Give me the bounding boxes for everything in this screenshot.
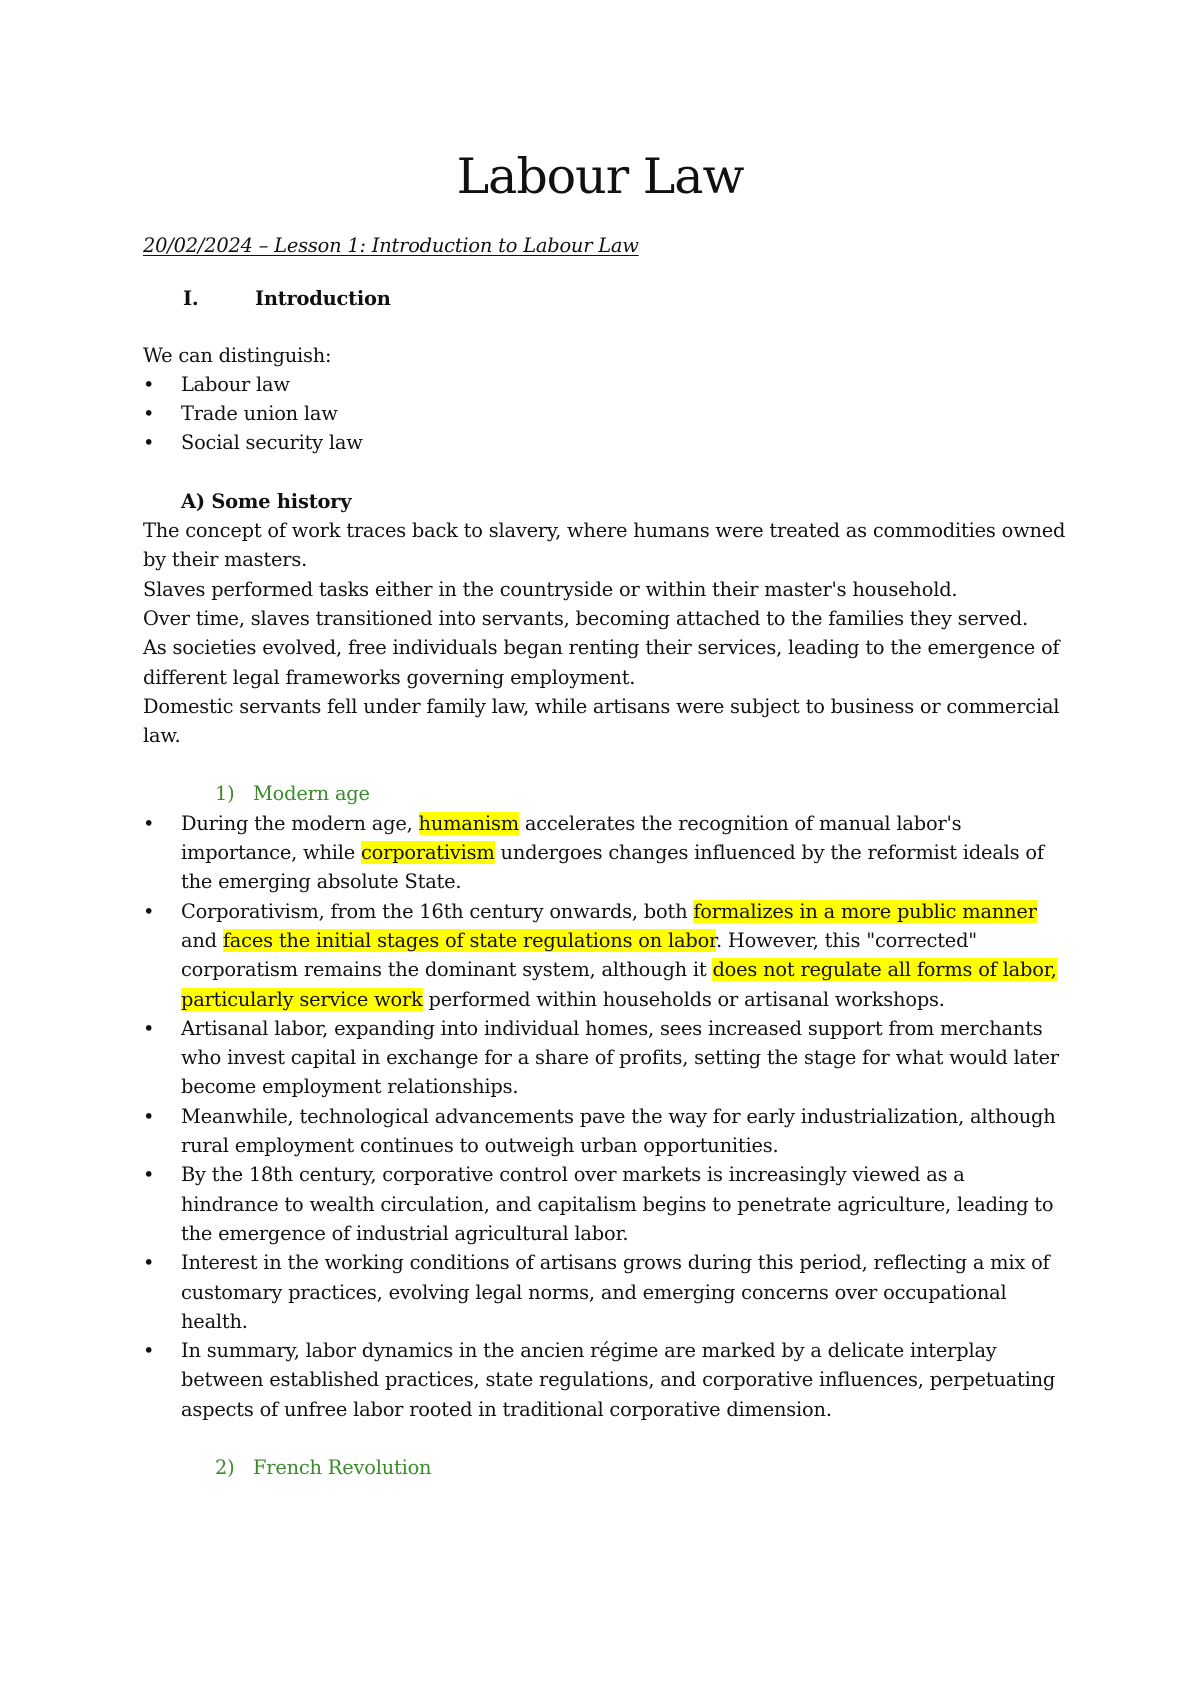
list-item bbox=[143, 1336, 1068, 1424]
bullet-icon: • bbox=[143, 1251, 155, 1275]
list-item bbox=[143, 1160, 1068, 1248]
highlighted-text: faces the initial stages of state regulations on labor bbox=[222, 928, 716, 952]
list-item bbox=[143, 809, 1068, 897]
list-item bbox=[143, 1248, 1068, 1336]
list-item-text: By the 18th century, corporative control over markets is increasingly viewed as a hindrance to wealth circulation, and capitalism begins to penetrate agriculture, leading to the emergence of industrial agricultural labor. bbox=[181, 1163, 1054, 1245]
intro-text: We can distinguish: bbox=[143, 343, 332, 367]
section-title: Introduction bbox=[255, 287, 391, 311]
bullet-icon: • bbox=[143, 1163, 155, 1187]
highlighted-text: formalizes in a more public manner bbox=[693, 899, 1037, 923]
list-item bbox=[143, 897, 1068, 1014]
list-item bbox=[143, 399, 1068, 428]
history-paragraph: Domestic servants fell under family law, while artisans were subject to business or commercial law. bbox=[143, 694, 1060, 748]
history-paragraph: Slaves performed tasks either in the countryside or within their master's household. bbox=[143, 577, 958, 601]
list-item-text: During the modern age, bbox=[181, 811, 419, 835]
list-item bbox=[143, 1102, 1068, 1161]
list-item-text: Corporativism, from the 16th century onwards, both bbox=[181, 899, 694, 923]
list-item-text: accelerates the recognition of manual labor's importance, while bbox=[181, 811, 962, 865]
document-body bbox=[143, 231, 1068, 1482]
lesson-date-line: 20/02/2024 – Lesson 1: Introduction to Labour Law bbox=[143, 234, 639, 257]
modern-age-list bbox=[143, 809, 1068, 1424]
list-item-text: Labour law bbox=[181, 372, 290, 396]
bullet-icon: • bbox=[143, 372, 155, 396]
highlighted-text: does not regulate all forms of labor, particularly service work bbox=[181, 958, 1057, 1011]
list-item-text: Artisanal labor, expanding into individual homes, sees increased support from merchants who invest capital in exchange for a share of profits, setting the stage for what would later become employment relationships. bbox=[181, 1016, 1059, 1099]
french-revolution-title: French Revolution bbox=[253, 1455, 432, 1479]
history-paragraph: Over time, slaves transitioned into servants, becoming attached to the families they served. bbox=[143, 606, 1028, 630]
french-revolution-number: 2) bbox=[215, 1455, 235, 1479]
bullet-icon: • bbox=[143, 1104, 155, 1128]
modern-age-number: 1) bbox=[215, 782, 235, 806]
section-number: I. bbox=[183, 287, 199, 311]
section-heading-introduction bbox=[143, 284, 1068, 313]
list-item-text: Social security law bbox=[181, 431, 363, 455]
list-item bbox=[143, 370, 1068, 399]
bullet-icon: • bbox=[143, 899, 155, 923]
list-item-text: . However, this "corrected" corporatism remains the dominant system, although it bbox=[181, 928, 978, 982]
intro-list bbox=[143, 370, 1068, 458]
modern-age-heading bbox=[143, 779, 1068, 808]
list-item-text: Trade union law bbox=[181, 402, 338, 426]
list-item-text: undergoes changes influenced by the reformist ideals of the emerging absolute State. bbox=[181, 841, 1044, 894]
history-paragraph: As societies evolved, free individuals began renting their services, leading to the emergence of different legal frameworks governing employment. bbox=[143, 636, 1060, 689]
list-item bbox=[143, 1014, 1068, 1102]
highlighted-text: humanism bbox=[418, 811, 519, 835]
modern-age-title: Modern age bbox=[253, 782, 370, 806]
history-paragraph: The concept of work traces back to slavery, where humans were treated as commodities owned by their masters. bbox=[143, 519, 1066, 572]
list-item bbox=[143, 428, 1068, 457]
list-item-text: In summary, labor dynamics in the ancien régime are marked by a delicate interplay between established practices, state regulations, and corporative influences, perpetuating aspects of unfree labor rooted in traditional corporative dimension. bbox=[181, 1339, 1056, 1421]
bullet-icon: • bbox=[143, 1339, 155, 1363]
french-revolution-heading bbox=[143, 1453, 1068, 1482]
history-heading: A) Some history bbox=[181, 489, 352, 513]
list-item-text: Meanwhile, technological advancements pave the way for early industrialization, although rural employment continues to outweigh urban opportunities. bbox=[181, 1104, 1056, 1158]
list-item-text: performed within households or artisanal workshops. bbox=[422, 987, 945, 1011]
document-title: Labour Law bbox=[456, 148, 744, 205]
bullet-icon: • bbox=[143, 1016, 155, 1040]
bullet-icon: • bbox=[143, 811, 155, 835]
bullet-icon: • bbox=[143, 431, 155, 455]
bullet-icon: • bbox=[143, 402, 155, 426]
list-item-text: Interest in the working conditions of artisans grows during this period, reflecting a mix of customary practices, evolving legal norms, and emerging concerns over occupational health. bbox=[181, 1251, 1050, 1333]
list-item-text: and bbox=[181, 928, 223, 952]
highlighted-text: corporativism bbox=[360, 841, 495, 865]
